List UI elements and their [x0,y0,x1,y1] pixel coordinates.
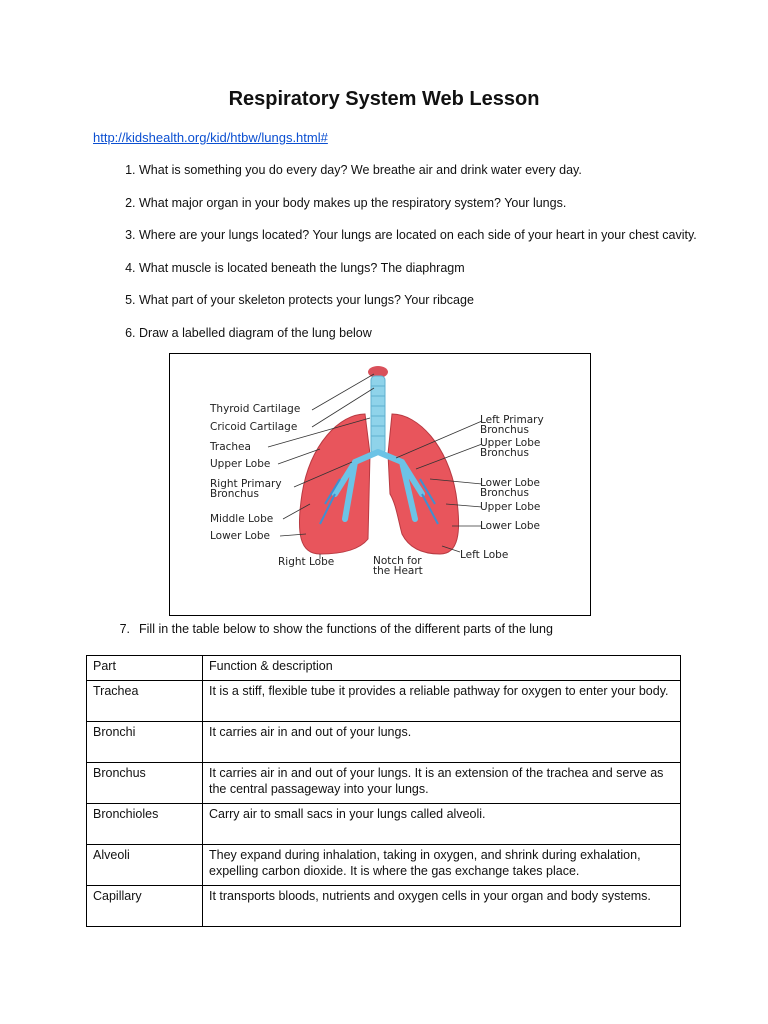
table-row [87,681,681,722]
table-row [87,886,681,927]
table-cell-desc: It carries air in and out of your lungs. [203,722,681,763]
table-cell-part: Bronchus [87,763,203,804]
table-cell-part: Capillary [87,886,203,927]
table-cell-desc: It is a stiff, flexible tube it provides a reliable pathway for oxygen to enter your body. [203,681,681,722]
diagram-label-right-primary-bronchus: Bronchus [210,488,259,500]
diagram-label-left-primary-bronchus: Bronchus [480,424,529,436]
question-3: 3. Where are your lungs located? Your lungs are located on each side of your heart in your chest cavity. [139,223,699,248]
table-header-row [87,656,681,681]
diagram-label-left-lobe: Left Lobe [460,549,509,561]
kidshealth-link[interactable]: http://kidshealth.org/kid/htbw/lungs.html# [93,130,328,145]
diagram-label-notch-heart: the Heart [373,565,423,577]
question-7-number: 7. [119,622,130,636]
table-cell-part: Bronchi [87,722,203,763]
question-4: 4. What muscle is located beneath the lungs? The diaphragm [139,256,699,281]
table-header-part: Part [87,656,203,681]
diagram-label-lower-lobe-bronchus: Lower Lobe [480,477,541,489]
diagram-label-upper-lobe-left: Upper Lobe [480,501,541,513]
table-row [87,722,681,763]
question-list [93,158,699,353]
function-table [86,655,681,927]
table-cell-desc: They expand during inhalation, taking in oxygen, and shrink during exhalation, expelling carbon dioxide. It is where the gas exchange takes place. [203,845,681,886]
diagram-label-lower-lobe-bronchus-2: Bronchus [480,487,529,499]
table-row [87,845,681,886]
table-cell-part: Bronchioles [87,804,203,845]
table-row [87,763,681,804]
question-1: 1. What is something you do every day? We breathe air and drink water every day. [139,158,699,183]
table-header-function: Function & description [203,656,681,681]
diagram-label-right-lobe: Right Lobe [278,556,335,568]
diagram-label-lower-lobe-left: Lower Lobe [480,520,541,532]
diagram-label-cricoid-cartilage: Cricoid Cartilage [210,421,298,433]
diagram-label-left-primary: Left Primary [480,414,544,426]
trachea-shape [371,376,385,454]
diagram-label-notch: Notch for [373,555,422,567]
diagram-label-right-primary: Right Primary [210,478,282,490]
table-cell-part: Trachea [87,681,203,722]
diagram-label-thyroid-cartilage: Thyroid Cartilage [210,403,301,415]
question-7 [93,622,553,636]
question-6: 6. Draw a labelled diagram of the lung below [139,321,699,346]
diagram-label-upper-lobe-bronchus: Upper Lobe [480,437,541,449]
question-5: 5. What part of your skeleton protects your lungs? Your ribcage [139,288,699,313]
question-7-text: Fill in the table below to show the functions of the different parts of the lung [139,622,553,636]
page-title: Respiratory System Web Lesson [228,88,540,110]
diagram-label-trachea: Trachea [210,441,251,453]
table-cell-part: Alveoli [87,845,203,886]
lung-diagram [169,353,591,616]
diagram-label-middle-lobe: Middle Lobe [210,513,274,525]
question-2: 2. What major organ in your body makes up the respiratory system? Your lungs. [139,191,699,216]
diagram-label-upper-lobe-right: Upper Lobe [210,458,271,470]
table-cell-desc: Carry air to small sacs in your lungs called alveoli. [203,804,681,845]
diagram-label-upper-lobe-bronchus-2: Bronchus [480,447,529,459]
table-cell-desc: It carries air in and out of your lungs. It is an extension of the trachea and serve as the central passageway into your lungs. [203,763,681,804]
diagram-label-lower-lobe-right: Lower Lobe [210,530,271,542]
table-cell-desc: It transports bloods, nutrients and oxygen cells in your organ and body systems. [203,886,681,927]
table-row [87,804,681,845]
lung-illustration [170,354,590,615]
